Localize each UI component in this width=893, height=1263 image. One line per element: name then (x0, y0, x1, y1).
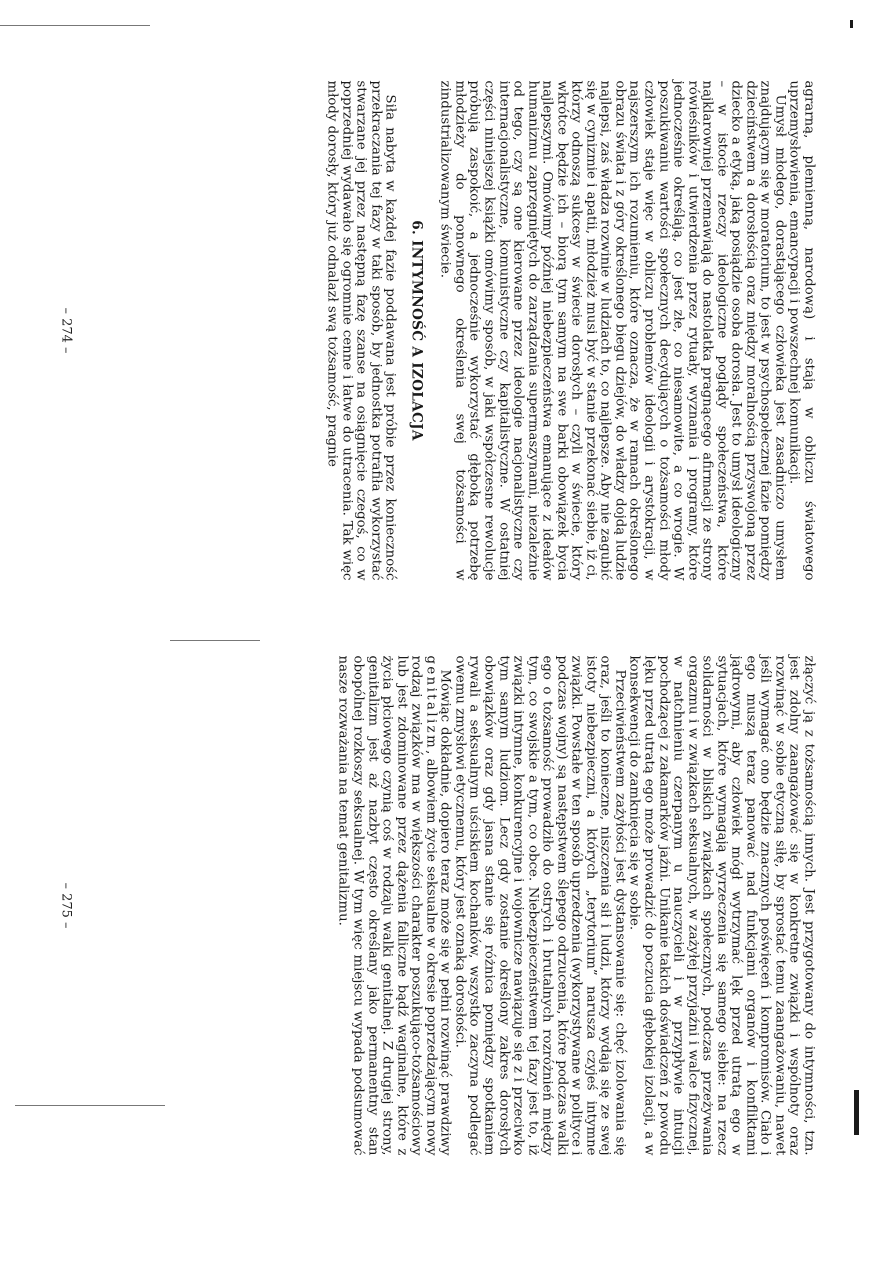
left-paragraph-2: Umysł młodego, dorastającego człowieka jest zasadniczo umysłem znajdującym się w moratorium, to jest w psychospołecznej fazie pomiędzy dzieciństwem a dorosłością oraz między moralnością przyswojoną przez dziecko a etyką, jaką posiądzie osoba dorosła. Jest to umysł ideologiczny – w istocie rzeczy ideologiczne poglądy społeczeństwa, które najklarowniej przemawiają do nastolatka pragnącego afirmacji ze strony rówieśników i utwierdzenia przez rytuały, wyznania i programy, które jednocześnie określają, co jest złe, co niesamowite, a co wrogie. W poszukiwaniu wartości społecznych decydujących o tożsamości młody człowiek staje więc w obliczu problemów ideologii i arystokracji, w najszerszym ich rozumieniu, które oznacza, że w ramach określonego obrazu świata i z góry określonego biegu dziejów, do władzy dojdą ludzie najlepsi, zaś władza rozwinie w ludziach to, co najlepsze. Aby nie zagubić się w cynizmie i apatii, młodzież musi być w stanie przekonać siebie, iż ci, którzy odnoszą sukcesy w świecie dorosłych – czyli w świecie, który wkrótce będzie ich – biorą tym samym na swe barki obowiązek bycia najlepszymi. Omówimy później niebezpieczeństwa emanujące z ideałów humanizmu zaprzęgniętych do zarządzania supermaszynami, niezależnie od tego, czy są one kierowane przez ideologie nacjonalistyczne czy internacjonalistyczne, komunistyczne czy kapitalistyczne. W ostatniej części niniejszej książki omówimy sposób, w jaki współczesne rewolucje próbują zaspokoić, a jednocześnie wykorzystać głęboką potrzebę młodzieży do ponownego określenia swej tożsamości w zindustrializowanym świecie. (437, 80, 787, 580)
section-heading: 6. INTYMNOŚĆ A IZOLACJA (407, 219, 424, 441)
right-paragraph-1: złączyć ją z tożsamością innych. Jest przygotowany do intymności, tzn. jest zdolny zaangażować się w konkretne związki i wspólnoty oraz rozwinąć w sobie etyczną siłę, by sprostać temu zaangażowaniu, nawet jeśli wymagać ono będzie znacznych poświęceń i kompromisów. Ciało i ego muszą teraz panować nad funkcjami organów i konfliktami jądrowymi, aby człowiek mógł wytrzymać lęk przed utratą ego w sytuacjach, które wymagają wyrzeczenia się samego siebie: na rzecz solidarności w bliskich związkach społecznych, podczas przeżywania orgazmu i w związkach seksualnych, w zażyłej przyjaźni i walce fizycznej, w natchnieniu czerpanym u nauczycieli i w przypływie intuicji pochodzącej z zakamarków jaźni. Unikanie takich doświadczeń z powodu lęku przed utratą ego może prowadzić do poczucia głębokiej izolacji, a w konsekwencji do zamknięcia się w sobie. (626, 655, 816, 1155)
right-paragraph-3-rest: , albowiem życie seksualne w okresie poprzedzającym nowy rodzaj związków ma w większości charakter poszukująco-tożsamościowy lub jest zdominowane przez dążenia falliczne bądź waginalne, które z życia płciowego czynią coś w rodzaju walki genitalnej. Z drugiej strony, genitalizm jest aż nazbyt często określany jako permanentny stan obopólnej rozkoszy seksualnej. W tym więc miejscu wypada podsumować nasze rozważania na temat genitalizmu. (335, 655, 438, 1155)
page-number-left: – 274 – (58, 306, 73, 354)
right-page (73, 655, 815, 1155)
right-paragraph-3-start: Mówiąc dokładnie, dopiero teraz może się w pełni rozwinąć prawdziwy (437, 669, 453, 1155)
left-paragraph-3: Siła nabyta w każdej fazie poddawana jest próbie przez konieczność przekraczania tej fazy w taki sposób, by jednostka potrafiła wykorzystać stwarzane jej przez następną fazę szanse na osiągnięcie czegoś, co w poprzedniej wydawało się ogromnie cenne i łatwe do utracenia. Tak więc młody dorosły, który już odnalazł swą tożsamość, pragnie (324, 80, 398, 580)
right-paragraph-3 (335, 655, 451, 1155)
spaced-term-genitalizm: genitalizm (422, 655, 438, 750)
left-paragraph-1: agrarną, plemienną, narodową) i stają w obliczu światowego uprzemysłowienia, emancypacji i powszechnej komunikacji. (786, 80, 816, 580)
right-paragraph-2: Przeciwieństwem zażyłości jest dystansowanie się: chęć izolowania się oraz, jeśli to konieczne, niszczenia sił i ludzi, którzy wydają się ze swej istoty niebezpieczni, a których „terytorium” narusza czyjeś intymne związki. Powstałe w ten sposób uprzedzenia (wykorzystywane w polityce i podczas wojny) są następstwem ślepego odrzucenia, które podczas walki ego o tożsamość prowadziło do ostrych i brutalnych rozróżnień między tym, co swojskie a tym, co obce. Niebezpieczeństwem tej fazy jest to, iż związki intymne, konkurencyjne i wojownicze nawiązuje się z i przeciwko tym samym ludziom. Lecz gdy zostanie określony zakres dorosłych obowiązków oraz gdy jasna stanie się różnica pomiędzy spotkaniem rywali a seksualnym uściskiem kochanków, wszystko zaczyna podlegać owemu zmysłowi etycznemu, który jest oznaką dorosłości. (451, 655, 627, 1155)
page-number-right: – 275 – (58, 881, 73, 929)
left-page (73, 80, 815, 580)
